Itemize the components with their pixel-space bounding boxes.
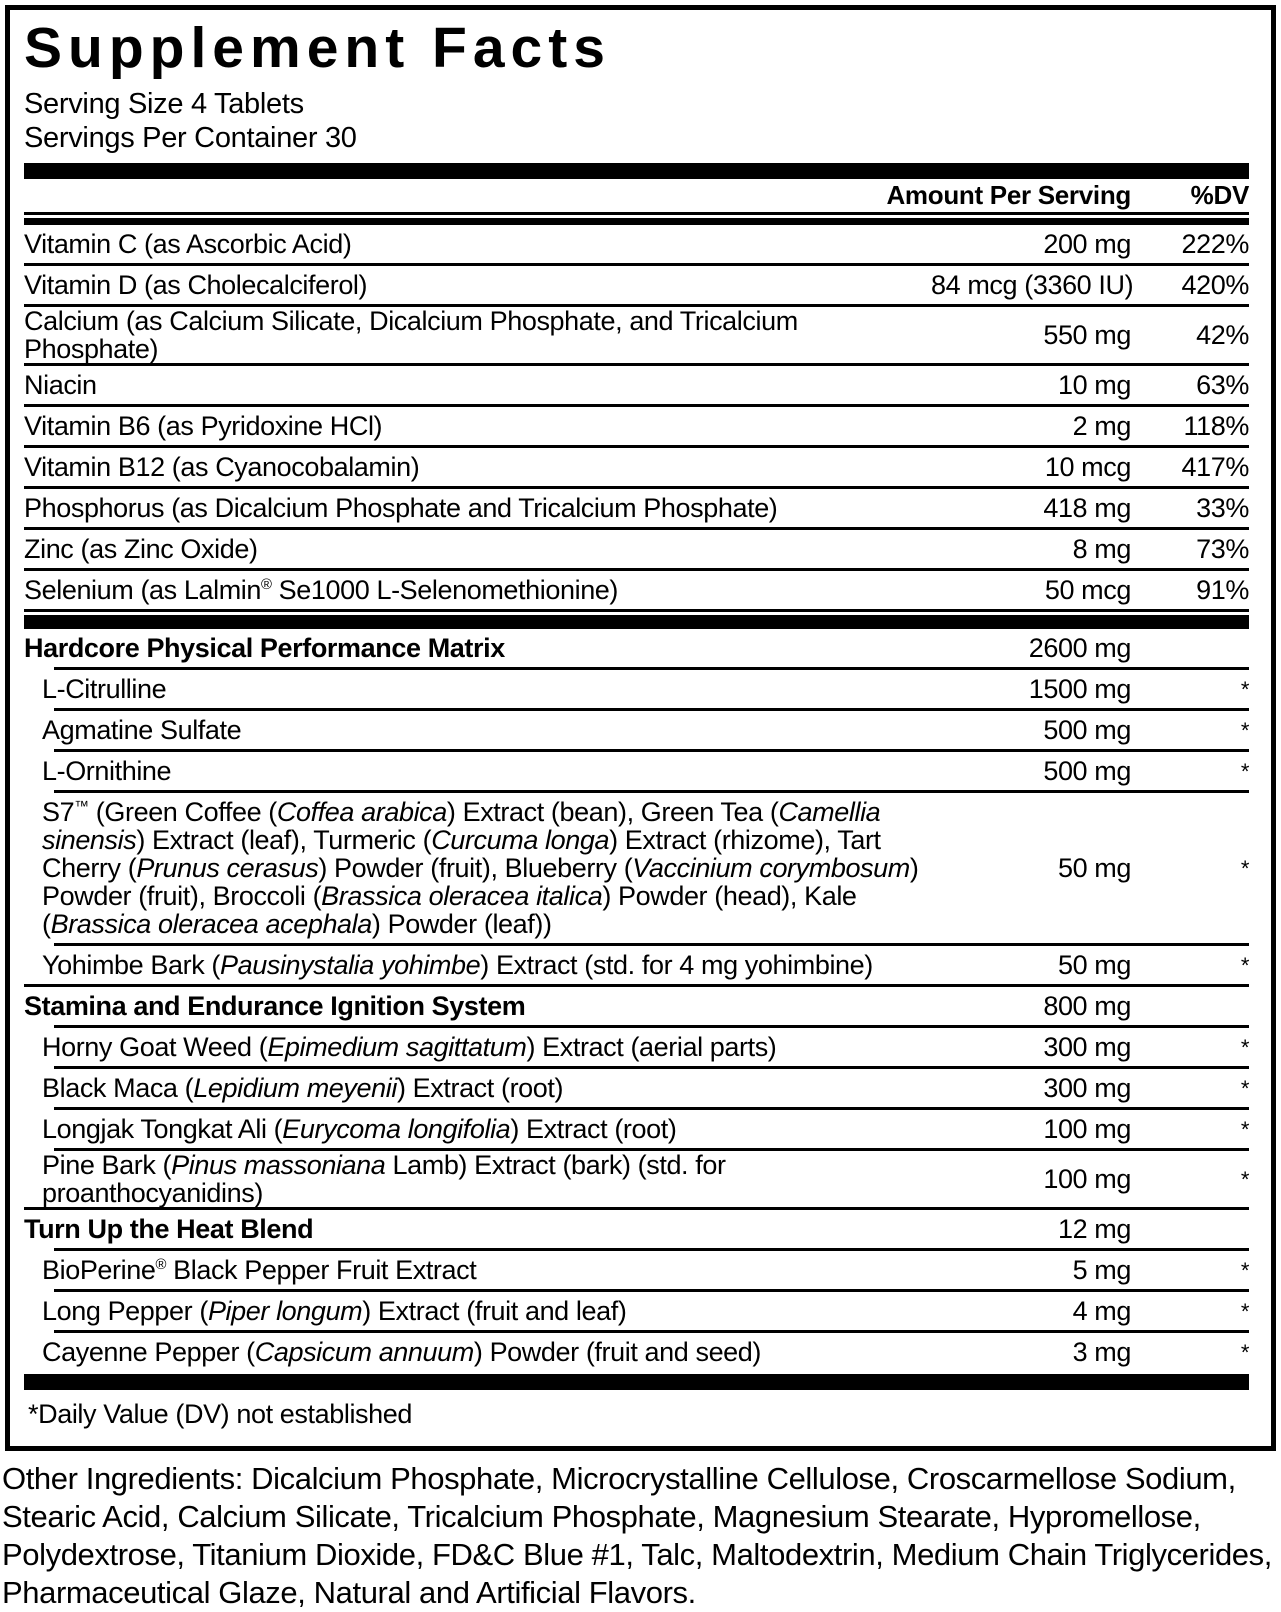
ingredient-name-segment: Black Maca ( [42,1073,194,1103]
ingredient-name-segment: ) Powder (fruit and seed) [473,1337,762,1367]
ingredient-name-segment: Eurycoma longifolia [282,1114,511,1144]
ingredient-row [24,1069,1249,1107]
dv-asterisk: * [1240,677,1249,702]
servings-per-container: Servings Per Container 30 [24,122,357,154]
amount-per-serving-header: Amount Per Serving [886,180,1131,210]
ingredient-row [24,571,1249,609]
panel-title: Supplement Facts [24,16,611,80]
ingredient-name-segment: ) Extract (fruit and leaf) [362,1296,627,1326]
ingredient-row [24,793,1249,943]
ingredient-dv [1131,1164,1249,1194]
ingredient-name-segment: (Green Coffee ( [88,797,277,827]
ingredient-name-segment: Epimedium sagittatum [267,1032,527,1062]
ingredient-name-segment: L-Ornithine [42,756,172,786]
divider-thick-top [24,163,1249,179]
ingredient-name [24,1033,931,1061]
ingredient-name-segment: Yohimbe Bark ( [42,950,220,980]
ingredient-name-segment: Phosphorus (as Dicalcium Phosphate and Tricalcium Phosphate) [24,493,778,523]
ingredient-row [24,1333,1249,1371]
ingredient-name [24,1256,931,1284]
ingredient-row [24,530,1249,568]
ingredient-dv: 222% [1181,229,1249,259]
ingredient-row [24,670,1249,708]
dv-header: %DV [1190,180,1249,210]
blends-table [24,629,1249,1371]
ingredient-amount: 84 mcg (3360 IU) [931,270,1134,300]
ingredient-name-segment: Turn Up the Heat Blend [24,1214,314,1244]
ingredient-name [24,951,931,979]
ingredient-name [24,412,931,440]
ingredient-amount: 3 mg [1072,1337,1131,1367]
ingredient-dv: 42% [1196,320,1249,350]
ingredient-name-segment: BioPerine [42,1255,156,1285]
ingredient-amount: 300 mg [1043,1073,1131,1103]
dv-asterisk: * [1240,953,1249,978]
ingredient-dv [1131,1337,1249,1367]
divider-thick-blends [24,615,1249,629]
dv-asterisk: * [1240,1167,1249,1192]
ingredient-amount: 2 mg [1072,411,1131,441]
ingredient-row [24,448,1249,486]
ingredient-dv: 417% [1181,452,1249,482]
dv-asterisk: * [1240,1076,1249,1101]
ingredient-amount: 200 mg [1043,229,1131,259]
ingredient-name [24,453,931,481]
ingredient-name-segment: Camellia sinensis [42,797,881,855]
ingredient-row [24,1251,1249,1289]
ingredient-name-segment: Vitamin B6 (as Pyridoxine HCl) [24,411,383,441]
ingredient-name-segment: Lepidium meyenii [193,1073,397,1103]
ingredient-name [24,535,931,563]
ingredient-amount: 50 mcg [1044,575,1131,605]
ingredient-row [24,946,1249,984]
ingredient-name [24,230,931,258]
ingredient-name-segment: Prunus cerasus [136,853,319,883]
ingredient-name-segment: ) Powder (fruit), Blueberry ( [318,853,633,883]
ingredient-name [24,757,931,785]
ingredient-amount: 12 mg [1057,1214,1131,1244]
ingredient-amount: 100 mg [1043,1114,1131,1144]
ingredient-name [24,1297,931,1325]
ingredient-name-segment: Vitamin B12 (as Cyanocobalamin) [24,452,420,482]
ingredient-dv [1131,715,1249,745]
ingredient-dv [1131,853,1249,883]
ingredient-amount: 10 mcg [1044,452,1131,482]
ingredient-row [24,366,1249,404]
ingredient-name-segment: ) Extract (aerial parts) [526,1032,777,1062]
vitamins-table [24,225,1249,612]
ingredient-name-segment: Brassica oleracea italica [321,881,603,911]
ingredient-name [24,1074,931,1102]
ingredient-amount: 800 mg [1043,991,1131,1021]
ingredient-amount: 100 mg [1043,1164,1131,1194]
ingredient-row [24,711,1249,749]
ingredient-row [24,225,1249,263]
ingredient-name [24,675,931,703]
ingredient-name-segment: ) Extract (rhizome), Tart Cherry ( [42,825,881,883]
ingredient-name-segment: Brassica oleracea acephala [50,909,372,939]
ingredient-row [24,1028,1249,1066]
ingredient-dv [1131,1032,1249,1062]
column-header-row [24,179,1249,212]
ingredient-name-segment: Pausinystalia yohimbe [220,950,481,980]
ingredient-name-segment: ) Extract (bean), Green Tea ( [446,797,779,827]
ingredient-name-segment: Zinc (as Zinc Oxide) [24,534,258,564]
blend-header-row [24,1210,1249,1248]
ingredient-amount: 500 mg [1043,715,1131,745]
ingredient-name-segment: ® [261,577,272,593]
ingredient-name-segment: Se1000 L-Selenomethionine) [271,575,619,605]
ingredient-name-segment: Longjak Tongkat Ali ( [42,1114,283,1144]
ingredient-name [24,1115,931,1143]
ingredient-name-segment: Calcium (as Calcium Silicate, Dicalcium Phosphate, and Tricalcium Phosphate) [24,306,798,364]
dv-asterisk: * [1240,1340,1249,1365]
ingredient-name-segment: ) Powder (leaf)) [371,909,552,939]
ingredient-row [24,266,1249,304]
serving-size: Serving Size 4 Tablets [24,88,304,120]
dv-asterisk: * [1240,1035,1249,1060]
divider-under-header [24,212,1249,225]
dv-asterisk: * [1240,718,1249,743]
other-ingredients: Other Ingredients: Dicalcium Phosphate, Microcrystalline Cellulose, Croscarmellose Sodium, Stearic Acid, Calcium Silicate, Tricalcium Phosphate, Magnesium Stearate, Hypromellose, Polydextrose, Titanium Dioxide, FD&C Blue #1, Talc, Maltodextrin, Medium Chain Triglycerides, Pharmaceutical Glaze, Natural and Artificial Flavors. [2,1461,1272,1610]
ingredient-name-segment: Vaccinium corymbosum [632,853,910,883]
ingredient-name [24,576,931,604]
ingredient-dv [1131,1255,1249,1285]
ingredient-name-segment: ) Powder (head), Kale ( [42,881,857,939]
blend-header-row [24,987,1249,1025]
ingredient-name-segment: Lamb) Extract (bark) (std. for proanthocyanidins) [42,1150,726,1208]
dv-asterisk: * [1240,1117,1249,1142]
ingredient-name-segment: Curcuma longa [431,825,610,855]
ingredient-name-segment: Pinus massoniana [171,1150,386,1180]
ingredient-dv: 73% [1196,534,1249,564]
ingredient-row [24,752,1249,790]
ingredient-amount: 10 mg [1057,370,1131,400]
ingredient-name [24,992,931,1020]
ingredient-name [24,798,931,938]
ingredient-amount: 50 mg [1057,950,1131,980]
ingredient-name [24,271,931,299]
ingredient-row [24,407,1249,445]
ingredient-name-segment: ) Extract (std. for 4 mg yohimbine) [480,950,873,980]
ingredient-name-segment: Cayenne Pepper ( [42,1337,255,1367]
ingredient-dv [1131,756,1249,786]
ingredient-row [24,489,1249,527]
ingredient-name-segment: ) Extract (root) [510,1114,677,1144]
ingredient-name-segment: ™ [74,799,89,815]
ingredient-amount: 418 mg [1043,493,1131,523]
ingredient-dv [1131,1114,1249,1144]
dv-asterisk: * [1240,1299,1249,1324]
ingredient-name [24,371,931,399]
ingredient-amount: 8 mg [1072,534,1131,564]
ingredient-name-segment: Pine Bark ( [42,1150,172,1180]
ingredient-amount: 2600 mg [1028,633,1131,663]
ingredient-name-segment: Hardcore Physical Performance Matrix [24,633,505,663]
ingredient-amount: 5 mg [1072,1255,1131,1285]
ingredient-dv: 33% [1196,493,1249,523]
ingredient-dv: 420% [1181,270,1249,300]
dv-asterisk: * [1240,1258,1249,1283]
supplement-facts-panel [5,5,1276,1451]
ingredient-name-segment: ) Extract (leaf), Turmeric ( [136,825,432,855]
supplement-label-page [0,5,1281,1612]
ingredient-name-segment: Long Pepper ( [42,1296,208,1326]
ingredient-name-segment: Stamina and Endurance Ignition System [24,991,526,1021]
ingredient-amount: 300 mg [1043,1032,1131,1062]
ingredient-name [24,716,931,744]
ingredient-name-segment: L-Citrulline [42,674,167,704]
ingredient-name-segment: Piper longum [207,1296,363,1326]
ingredient-row [24,307,1249,363]
divider-thick-footnote [24,1374,1249,1390]
ingredient-name-segment: Agmatine Sulfate [42,715,242,745]
ingredient-dv: 63% [1196,370,1249,400]
ingredient-name-segment: Selenium (as Lalmin [24,575,262,605]
ingredient-name-segment: Niacin [24,370,97,400]
ingredient-name-segment: Vitamin C (as Ascorbic Acid) [24,229,352,259]
ingredient-name-segment: Coffea arabica [276,797,447,827]
ingredient-name-segment: Black Pepper Fruit Extract [166,1255,477,1285]
ingredient-amount: 1500 mg [1028,674,1131,704]
ingredient-name [24,1338,931,1366]
ingredient-name-segment: S7 [42,797,75,827]
ingredient-amount: 50 mg [1057,853,1131,883]
ingredient-name [24,494,931,522]
ingredient-name-segment: ® [155,1257,167,1273]
ingredient-name [24,1215,931,1243]
ingredient-name-segment: Capsicum annuum [254,1337,474,1367]
ingredient-row [24,1292,1249,1330]
ingredient-dv: 91% [1196,575,1249,605]
ingredient-name [24,307,931,363]
ingredient-amount: 550 mg [1043,320,1131,350]
ingredient-name-segment: Horny Goat Weed ( [42,1032,268,1062]
ingredient-name [24,1151,931,1207]
ingredient-name-segment: ) Extract (root) [396,1073,564,1103]
ingredient-name-segment: Vitamin D (as Cholecalciferol) [24,270,368,300]
dv-asterisk: * [1240,759,1249,784]
ingredient-name [24,634,931,662]
ingredient-dv [1131,674,1249,704]
ingredient-row [24,1151,1249,1207]
blend-header-row [24,629,1249,667]
ingredient-name-segment: ) Powder (fruit), Broccoli ( [42,853,919,911]
ingredient-dv [1131,950,1249,980]
ingredient-dv [1131,1296,1249,1326]
ingredient-dv [1131,1073,1249,1103]
ingredient-dv: 118% [1183,411,1249,441]
dv-asterisk: * [1240,856,1249,881]
ingredient-row [24,1110,1249,1148]
daily-value-footnote: *Daily Value (DV) not established [28,1399,412,1429]
ingredient-amount: 500 mg [1043,756,1131,786]
ingredient-amount: 4 mg [1072,1296,1131,1326]
